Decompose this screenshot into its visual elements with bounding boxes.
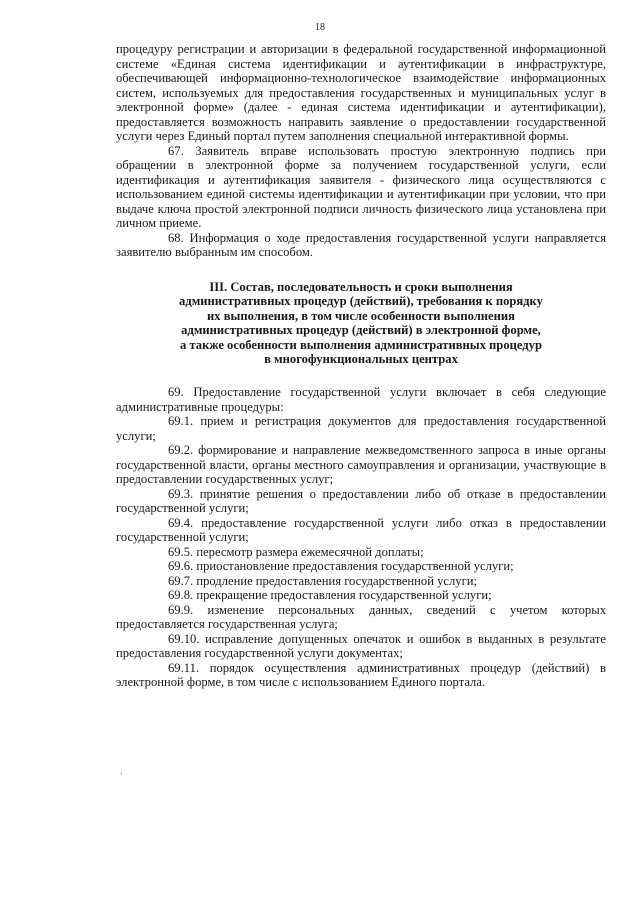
paragraph-67: 67. Заявитель вправе использовать простую электронную подпись при обращении в электронной форме за получением государственной услуги, если идентификация и аутентификация заявителя - физического лица осуществляются с использованием единой системы идентификации и аутентификации при условии, что при выдаче ключа простой электронной подписи личность физического лица установлена при личном приеме. [116,143,606,230]
section-heading-line: а также особенности выполнения административных процедур [180,337,542,352]
paragraph-69-9: 69.9. изменение персональных данных, сведений с учетом которых предоставляется государственная услуга; [116,602,606,632]
section-heading-line: административных процедур (действий), требования к порядку [179,294,543,309]
section-heading-line: в многофункциональных центрах [264,352,458,367]
paragraph-69-10: 69.10. исправление допущенных опечаток и ошибок в выданных в результате предоставления государственной услуги документах; [116,631,606,661]
paragraph-69-5: 69.5. пересмотр размера ежемесячной доплаты; [168,544,424,559]
paragraph-69-11: 69.11. порядок осуществления административных процедур (действий) в электронной форме, в том числе с использованием Единого портала. [116,660,606,690]
paragraph-69-1: 69.1. прием и регистрация документов для предоставления государственной услуги; [116,414,606,443]
section-heading-line: III. Состав, последовательность и сроки выполнения [209,279,513,294]
section-heading [116,280,606,368]
paragraph-69-4: 69.4. предоставление государственной услуги либо отказ в предоставлении государственной услуги; [116,515,606,545]
document-body [116,42,606,690]
paragraph-69-3: 69.3. принятие решения о предоставлении либо об отказе в предоставлении государственной услуги; [116,486,606,516]
paragraph-69-2: 69.2. формирование и направление межведомственного запроса в иные органы государственной власти, органы местного самоуправления и организации, участвующие в предоставлении государственных услуг; [116,443,606,487]
section-heading-line: административных процедур (действий) в электронной форме, [181,323,541,338]
scan-mark [121,772,122,775]
page-number: 18 [315,22,325,33]
paragraph-69: 69. Предоставление государственной услуги включает в себя следующие административные процедуры: [116,385,606,414]
section-heading-line: их выполнения, в том числе особенности выполнения [207,308,515,323]
paragraph-69-8: 69.8. прекращение предоставления государственной услуги; [168,588,492,603]
paragraph-69-6: 69.6. приостановление предоставления государственной услуги; [168,559,514,574]
paragraph-66-continuation: процедуру регистрации и авторизации в федеральной государственной информационной системе «Единая система идентификации и аутентификации в инфраструктуре, обеспечивающей информационно-технологическое взаимодействие информационных систем, используемых для предоставления государственных и муниципальных услуг в электронной форме» (далее - единая система идентификации и аутентификации), предоставляется возможность направить заявление о предоставлении государственной услуги через Единый портал путем заполнения специальной интерактивной формы. [116,42,606,143]
paragraph-69-7: 69.7. продление предоставления государственной услуги; [168,573,477,588]
paragraph-68: 68. Информация о ходе предоставления государственной услуги направляется заявителю выбранным им способом. [116,230,606,259]
